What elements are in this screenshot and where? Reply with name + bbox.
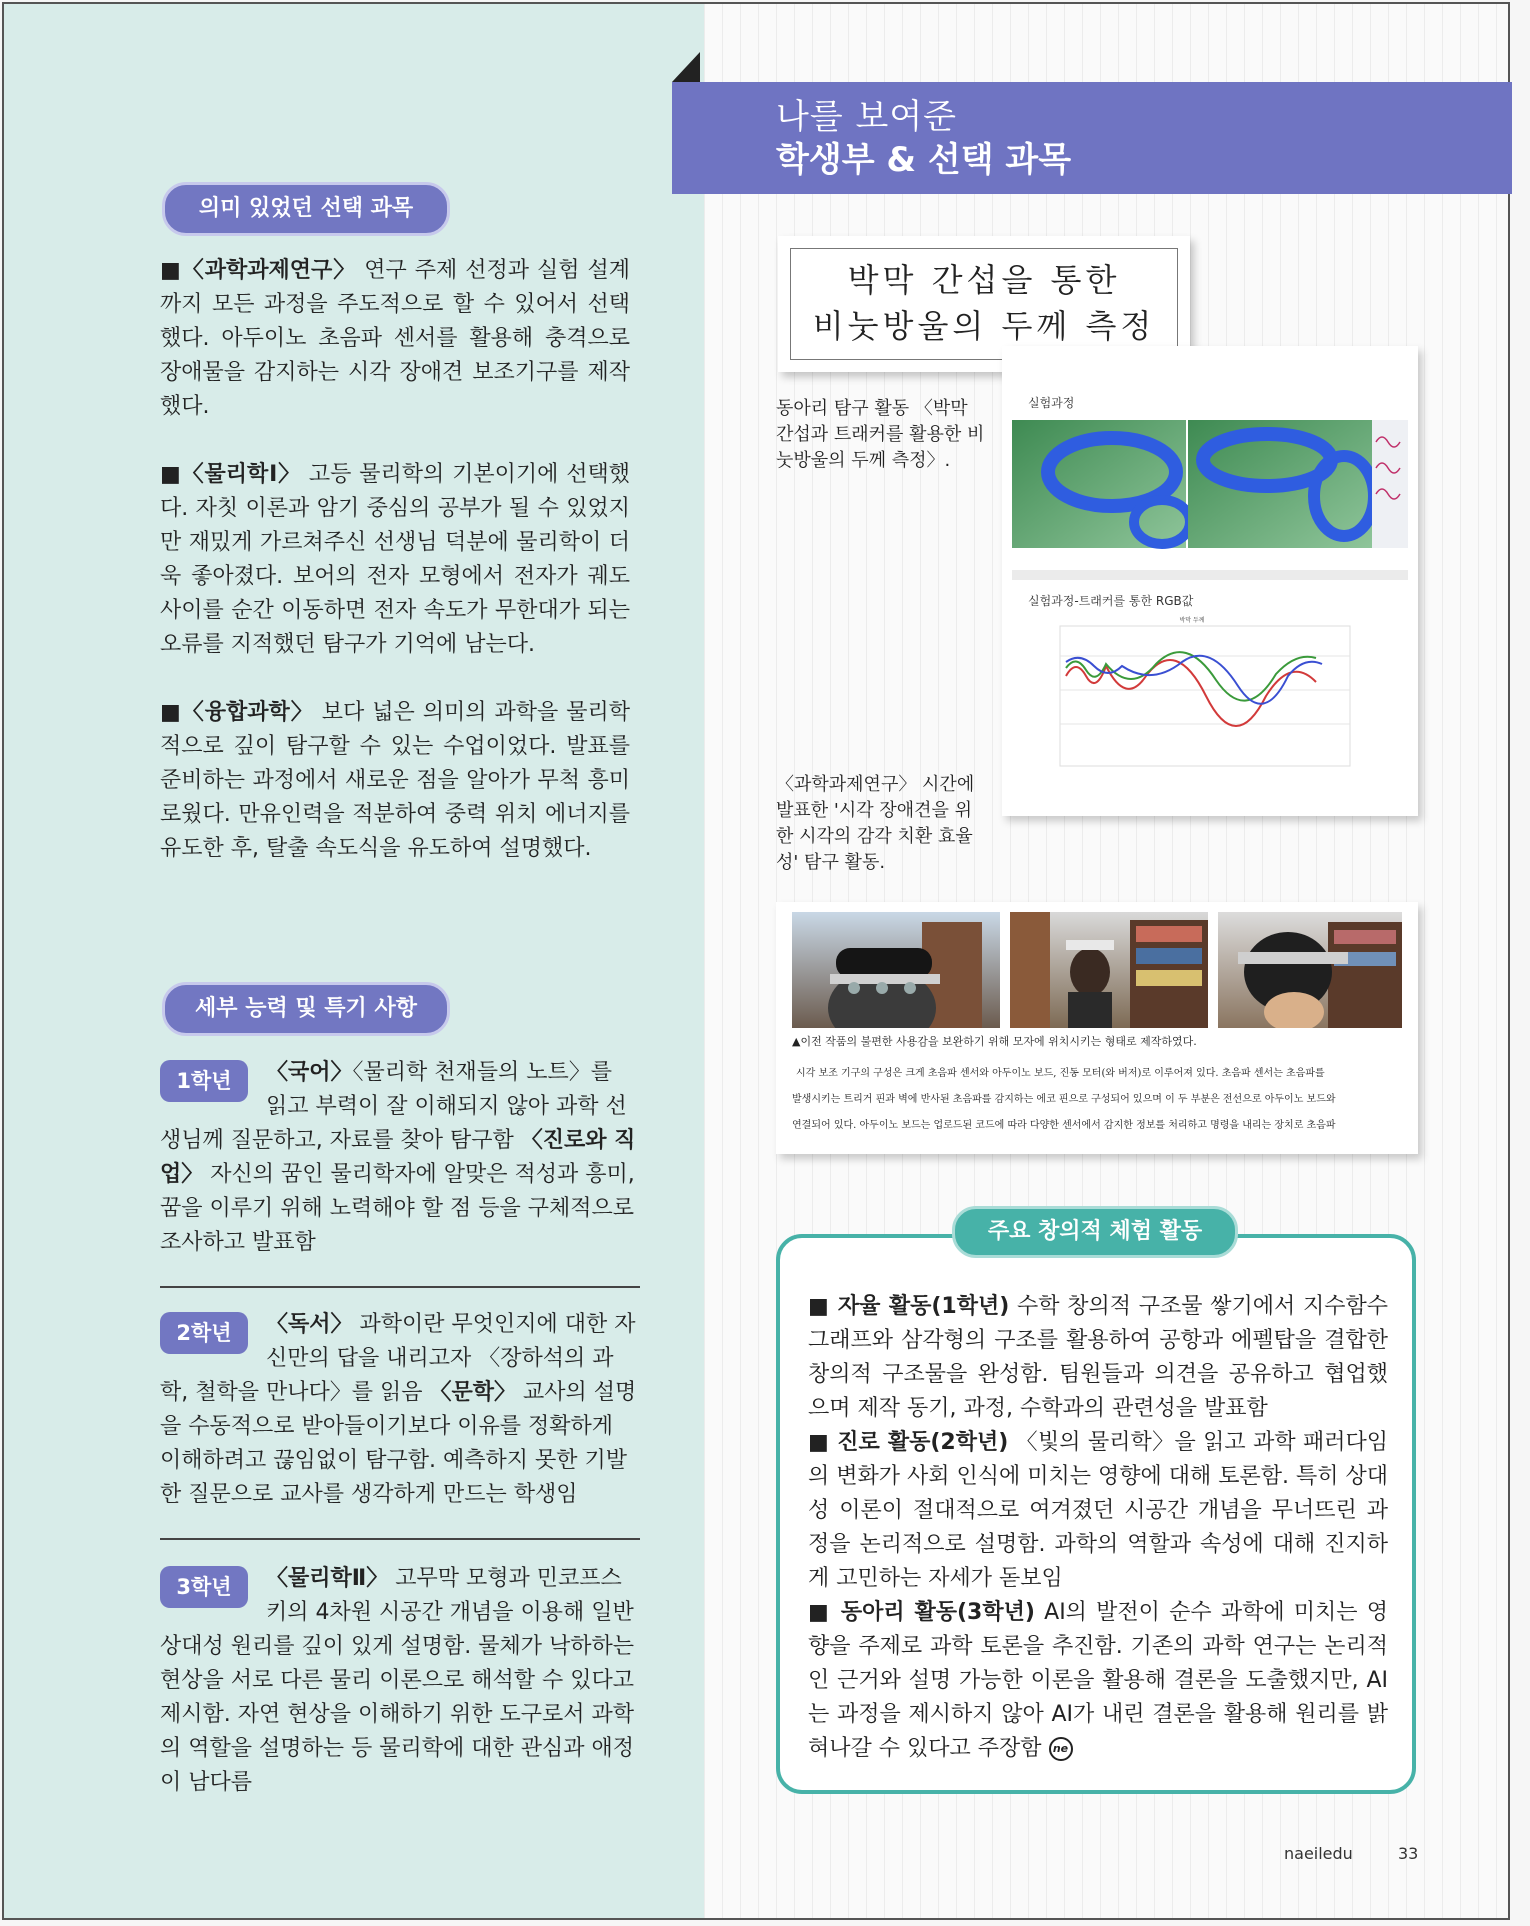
experiment-figure-card: [1002, 346, 1418, 816]
photo-body-line-1: 시각 보조 기구의 구성은 크게 초음파 센서와 아두이노 보드, 진동 모터(와 버저)로 이루어져 있다. 초음파 센서는 초음파를: [796, 1068, 1325, 1079]
activity-text-1: 수학 창의적 구조물 쌓기에서 지수함수 그래프와 삼각형의 구조를 활용하여 공항과 에펠탑을 결합한 창의적 구조물을 완성함. 팀원들과 의견을 공유하고 협업했으며 제작 동기, 과정, 수학과의 관련성을 발표함: [808, 1294, 1389, 1421]
device-photo-2: [1010, 912, 1208, 1028]
grade-1-subject-b: 〈진로와 직업〉: [160, 1128, 636, 1187]
activity-item-2: [808, 1426, 1388, 1596]
grade-3-subject-a: 〈물리학Ⅱ〉: [266, 1566, 389, 1591]
elective-text-1: 연구 주제 선정과 실험 설계까지 모든 과정을 주도적으로 할 수 있어서 선택했다. 아두이노 초음파 센서를 활용해 충격으로 장애물을 감지하는 시각 장애견 보조기구를 제작했다.: [160, 258, 630, 419]
elective-subject-1: ■〈과학과제연구〉: [160, 258, 357, 283]
end-mark-icon: ne: [1049, 1737, 1073, 1761]
device-photo-1-art: [792, 912, 1000, 1028]
activity-text-2: 〈빛의 물리학〉을 읽고 과학 패러다임의 변화가 사회 인식에 미치는 영향에 대해 토론함. 특히 상대성 이론이 절대적으로 여겨졌던 시공간 개념을 무너뜨린 과정을 논리적으로 설명함. 과학의 역할과 속성에 대해 진지하게 고민하는 자세가 돋보임: [808, 1430, 1388, 1591]
elective-paragraph-1: [160, 254, 630, 424]
elective-subject-3: ■〈융합과학〉: [160, 700, 314, 725]
elective-paragraph-3: [160, 696, 630, 866]
rgb-chart-tiny-title: 박막 두께: [1179, 617, 1205, 624]
fig-label-process: 실험과정: [1028, 396, 1075, 410]
grade-badge-1: 1학년: [160, 1060, 248, 1102]
divider-2: [160, 1538, 640, 1540]
photo-caption: ▲이전 작품의 불편한 사용감을 보완하기 위해 모자에 위치시키는 형태로 제작하였다.: [792, 1035, 1197, 1048]
elective-text-2: 고등 물리학의 기본이기에 선택했다. 자칫 이론과 암기 중심의 공부가 될 수 있었지만 재밌게 가르쳐주신 선생님 덕분에 물리학이 더욱 좋아졌다. 보어의 전자 모형에서 전자가 궤도 사이를 순간 이동하면 전자 속도가 무한대가 되는 오류를 지적했던 탐구가 기억에 남는다.: [160, 462, 630, 657]
grade-badge-2: 2학년: [160, 1312, 248, 1354]
footer-brand: naeiledu: [1284, 1844, 1353, 1863]
page-number: 33: [1398, 1844, 1419, 1863]
elective-text-3: 보다 넓은 의미의 과학을 물리학적으로 깊이 탐구할 수 있는 수업이었다. 발표를 준비하는 과정에서 새로운 점을 알아가 무척 흥미로웠다. 만유인력을 적분하여 중력 위치 에너지를 유도한 후, 탈출 속도식을 유도하여 설명했다.: [160, 700, 630, 861]
device-photo-card: [776, 902, 1418, 1154]
header-subtitle: 나를 보여준: [776, 97, 958, 137]
experiment-title-frame: [790, 248, 1178, 360]
grade-badge-3: 3학년: [160, 1566, 248, 1608]
experiment-title-line-2: 비눗방울의 두께 측정: [812, 307, 1156, 345]
header-band: [672, 82, 1512, 194]
activity-list: [808, 1290, 1388, 1766]
grade-2-entry: [160, 1308, 640, 1512]
device-photo-3-art: [1218, 912, 1402, 1028]
elective-subject-2: ■〈물리학Ⅰ〉: [160, 462, 302, 487]
grade-2-text-b: 교사의 설명을 수동적으로 받아들이기보다 이유를 정확하게 이해하려고 끊임없이 탐구함. 예측하지 못한 기발한 질문으로 교사를 생각하게 만드는 학생임: [160, 1380, 637, 1507]
grade-3-entry: [160, 1562, 640, 1800]
grade-1-text-b: 자신의 꿈인 물리학자에 알맞은 적성과 흥미, 꿈을 이루기 위해 노력해야 할 점 등을 구체적으로 조사하고 발표함: [160, 1162, 635, 1255]
device-photo-1: [792, 912, 1000, 1028]
grade-2-subject-a: 〈독서〉: [266, 1312, 353, 1337]
grade-1-entry: [160, 1056, 640, 1260]
caption-research-activity: 〈과학과제연구〉 시간에 발표한 '시각 장애견을 위한 시각의 감각 치환 효율성' 탐구 활동.: [776, 774, 975, 873]
grade-3-text-a: 고무막 모형과 민코프스키의 4차원 시공간 개념을 이용해 일반 상대성 원리를 깊이 있게 설명함. 물체가 낙하하는 현상을 서로 다른 물리 이론으로 해석할 수 있다고 제시함. 자연 현상을 이해하기 위한 도구로서 과학의 역할을 설명하는 등 물리학에 대한 관심과 애정이 남다름: [160, 1566, 634, 1795]
caption-club-activity: 동아리 탐구 활동 〈박막 간섭과 트래커를 활용한 비눗방울의 두께 측정〉.: [776, 398, 985, 471]
photo-body-line-3: 연결되어 있다. 아두이노 보드는 업로드된 코드에 따라 다양한 센서에서 감지한 정보를 처리하고 명령을 내리는 장치로 초음파: [792, 1120, 1336, 1131]
elective-paragraph-2: [160, 458, 630, 662]
grade-1-subject-a: 〈국어〉: [266, 1060, 353, 1085]
activity-text-3: AI의 발전이 순수 과학에 미치는 영향을 주제로 과학 토론을 추진함. 기존의 과학 연구는 논리적인 근거와 설명 가능한 이론을 활용해 결론을 도출했지만, AI는 과정을 제시하지 않아 AI가 내린 결론을 활용해 원리를 밝혀나갈 수 있다고 주장함: [808, 1600, 1388, 1761]
divider-1: [160, 1286, 640, 1288]
detail-section-title: 세부 능력 및 특기 사항: [162, 982, 450, 1036]
activity-item-1: [808, 1290, 1388, 1426]
activity-item-3: [808, 1596, 1388, 1766]
experiment-figure-graphics: [1002, 346, 1418, 816]
header-corner-fold: [672, 52, 700, 82]
activity-head-2: ■ 진로 활동(2학년): [808, 1430, 1009, 1455]
grade-2-subject-b: 〈문학〉: [429, 1380, 517, 1405]
grade-1-text-a: 〈물리학 천재들의 노트〉를 읽고 부력이 잘 이해되지 않아 과학 선생님께 질문하고, 자료를 찾아 탐구함: [160, 1060, 627, 1153]
activity-head-3: ■ 동아리 활동(3학년): [808, 1600, 1035, 1625]
header-title: 학생부 & 선택 과목: [776, 140, 1072, 180]
grade-2-text-a: 과학이란 무엇인지에 대한 자신만의 답을 내리고자 〈장하석의 과학, 철학을 만나다〉를 읽음: [160, 1312, 636, 1405]
device-photo-3: [1218, 912, 1402, 1028]
device-photo-2-art: [1010, 912, 1208, 1028]
fig-label-rgb: 실험과정-트래커를 통한 RGB값: [1028, 594, 1194, 608]
experiment-title-line-1: 박막 간섭을 통한: [847, 261, 1121, 299]
photo-body-line-2: 발생시키는 트리거 핀과 벽에 반사된 초음파를 감지하는 에코 핀으로 구성되어 있으며 이 두 부분은 전선으로 아두이노 보드와: [792, 1094, 1336, 1105]
activity-head-1: ■ 자율 활동(1학년): [808, 1294, 1010, 1319]
activity-title: 주요 창의적 체험 활동: [952, 1206, 1238, 1258]
elective-section-title: 의미 있었던 선택 과목: [162, 182, 450, 236]
figure-separator: [1012, 570, 1408, 580]
